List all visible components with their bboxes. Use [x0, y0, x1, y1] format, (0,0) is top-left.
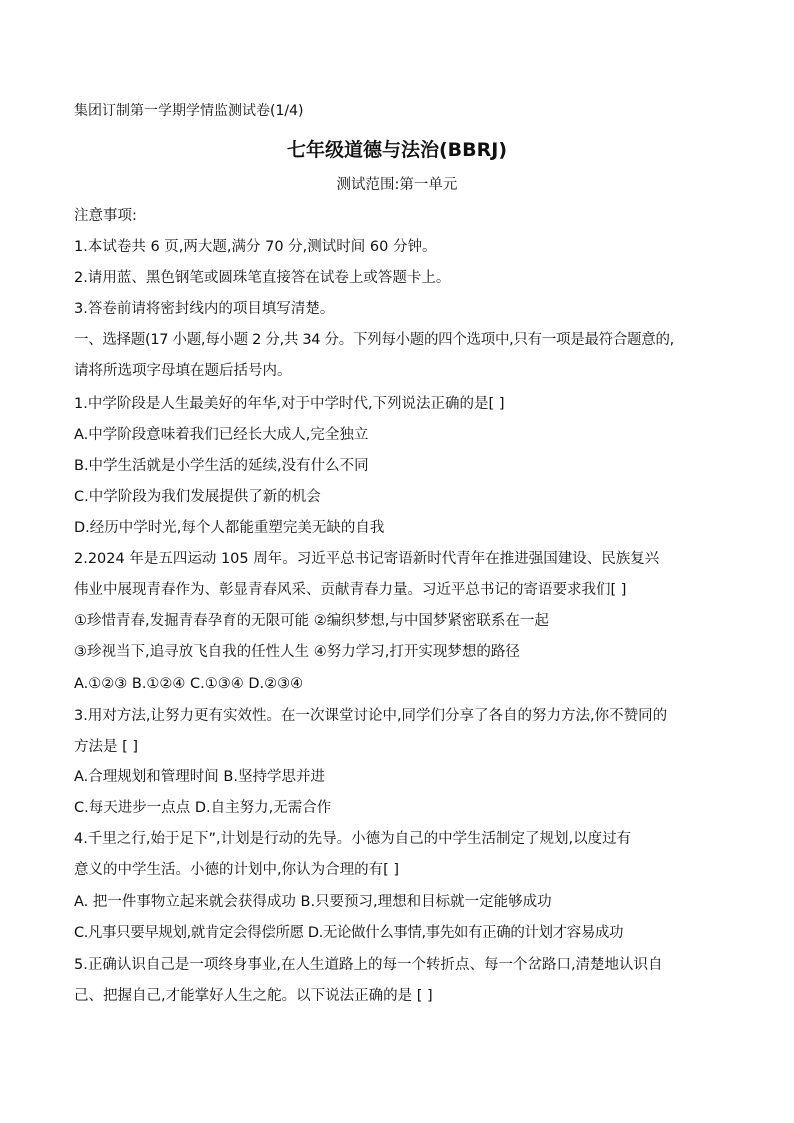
q2-stem-line-1: 2.2024 年是五四运动 105 周年。习近平总书记寄语新时代青年在推进强国建设、民族复兴	[74, 551, 660, 567]
section-instructions-line-2: 请将所选项字母填在题后括号内。	[74, 363, 292, 379]
q4-options-c-d: C.凡事只要早规划,就肯定会得偿所愿 D.无论做什么事情,事先如有正确的计划才容易成功	[74, 925, 624, 941]
exam-title: 七年级道德与法治(BBRJ)	[286, 139, 508, 161]
q2-statements-1-2: ①珍惜青春,发掘青春孕育的无限可能 ②编织梦想,与中国梦紧密联系在一起	[74, 613, 549, 629]
q4-options-a-b: A. 把一件事物立起来就会获得成功 B.只要预习,理想和目标就一定能够成功	[74, 894, 552, 910]
q1-option-d: D.经历中学时光,每个人都能重塑完美无缺的自我	[74, 520, 385, 536]
q5-stem-line-1: 5.正确认识自己是一项终身事业,在人生道路上的每一个转折点、每一个岔路口,清楚地认识自	[74, 957, 663, 973]
notice-item-1: 1.本试卷共 6 页,两大题,满分 70 分,测试时间 60 分钟。	[74, 239, 437, 255]
q1-option-b: B.中学生活就是小学生活的延续,没有什么不同	[74, 458, 369, 474]
section-instructions-line-1: 一、选择题(17 小题,每小题 2 分,共 34 分。下列每小题的四个选项中,只有一项是最符合题意的,	[74, 332, 674, 348]
q2-statements-3-4: ③珍视当下,追寻放飞自我的任性人生 ④努力学习,打开实现梦想的路径	[74, 644, 520, 660]
notice-item-3: 3.答卷前请将密封线内的项目填写清楚。	[74, 301, 335, 317]
q4-stem-line-2: 意义的中学生活。小德的计划中,你认为合理的有[ ]	[74, 862, 400, 878]
q5-stem-line-2: 己、把握自己,才能掌好人生之舵。以下说法正确的是 [ ]	[74, 988, 433, 1004]
exam-header: 集团订制第一学期学情监测试卷(1/4)	[74, 103, 304, 119]
q2-stem-line-2: 伟业中展现青春作为、彰显青春风采、贡献青春力量。习近平总书记的寄语要求我们[ ]	[74, 582, 627, 598]
exam-subtitle: 测试范围:第一单元	[336, 177, 458, 193]
q3-stem-line-1: 3.用对方法,让努力更有实效性。在一次课堂讨论中,同学们分享了各自的努力方法,你不赞同的	[74, 708, 668, 724]
notice-item-2: 2.请用蓝、黑色钢笔或圆珠笔直接答在试卷上或答题卡上。	[74, 270, 451, 286]
q4-stem-line-1: 4.千里之行,始于足下”,计划是行动的先导。小德为自己的中学生活制定了规划,以度过有	[74, 831, 632, 847]
notice-heading: 注意事项:	[74, 208, 137, 224]
q3-options-c-d: C.每天进步一点点 D.自主努力,无需合作	[74, 800, 332, 816]
q2-choices: A.①②③ B.①②④ C.①③④ D.②③④	[74, 676, 304, 692]
q3-options-a-b: A.合理规划和管理时间 B.坚持学思并进	[74, 769, 325, 785]
q1-stem: 1.中学阶段是人生最美好的年华,对于中学时代,下列说法正确的是[ ]	[74, 396, 505, 412]
q1-option-c: C.中学阶段为我们发展提供了新的机会	[74, 489, 321, 505]
q3-stem-line-2: 方法是 [ ]	[74, 739, 139, 755]
q1-option-a: A.中学阶段意味着我们已经长大成人,完全独立	[74, 427, 369, 443]
